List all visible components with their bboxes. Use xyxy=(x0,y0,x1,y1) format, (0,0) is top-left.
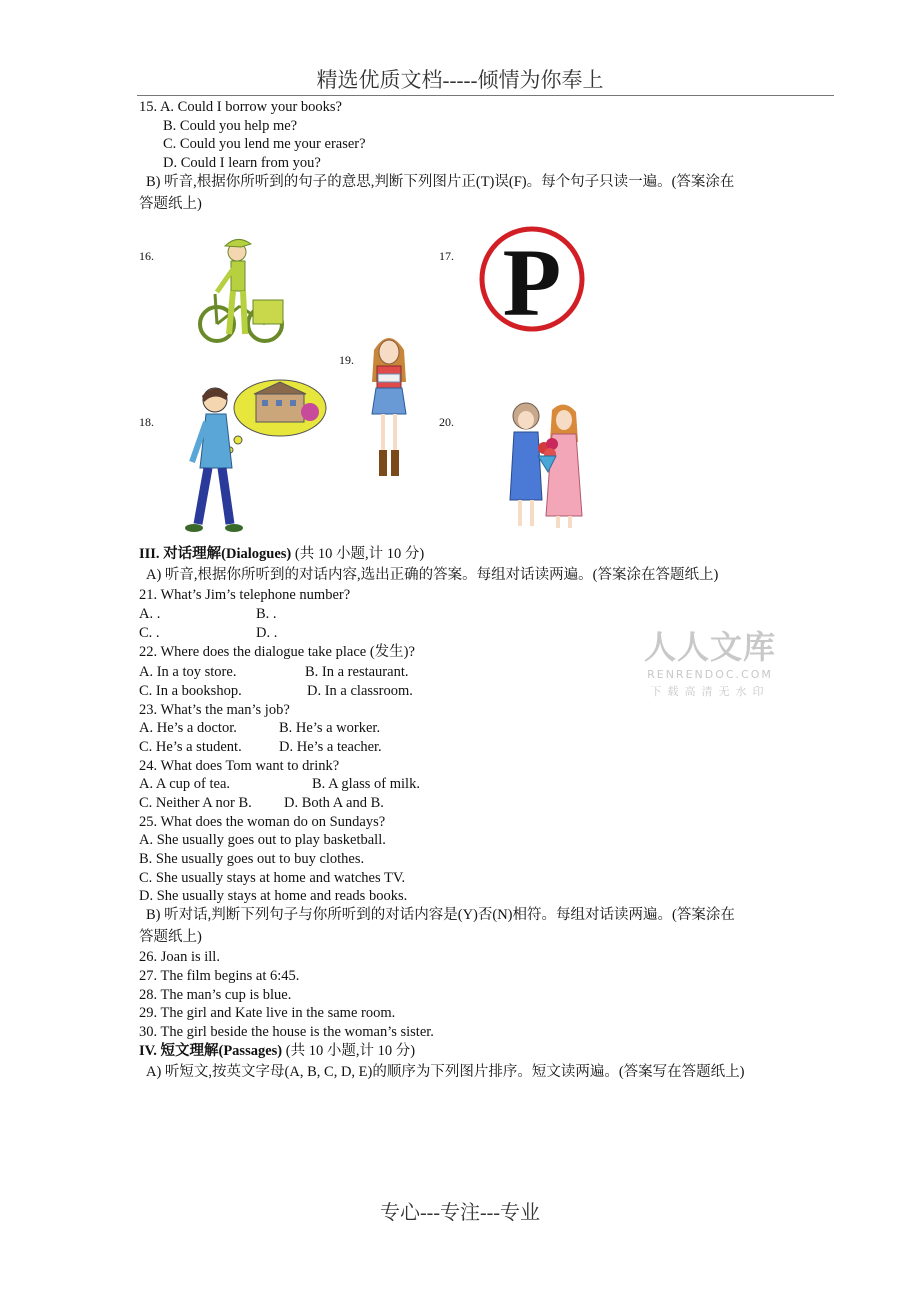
watermark-url: RENRENDOC.COM xyxy=(647,668,773,681)
boy-thinking-illustration xyxy=(178,378,330,534)
two-women-flowers-illustration xyxy=(506,400,584,534)
q24-option-a: A. A cup of tea. xyxy=(139,776,231,792)
picture-number: 20. xyxy=(439,415,454,429)
q21-option-c: C. . xyxy=(139,625,160,641)
picture-number: 17. xyxy=(439,249,454,263)
watermark-subtitle: 下载高清无水印 xyxy=(650,685,770,698)
q21-option-b: B. . xyxy=(256,606,277,622)
section3-heading xyxy=(139,545,424,563)
picture-number: 16. xyxy=(139,249,154,263)
q15-option-a: 15. A. Could I borrow your books? xyxy=(139,99,342,115)
parking-sign-illustration xyxy=(478,225,586,333)
q24-option-c: C. Neither A nor B. xyxy=(139,795,252,811)
q24-option-b: B. A glass of milk. xyxy=(312,776,420,792)
q25-option-c: C. She usually stays at home and watches TV. xyxy=(139,870,406,886)
q22-option-b: B. In a restaurant. xyxy=(305,664,409,680)
q22-question: 22. Where does the dialogue take place (发生)? xyxy=(139,644,415,660)
q15-option-b: B. Could you help me? xyxy=(163,118,298,134)
watermark xyxy=(640,622,780,699)
statement-item: 27. The film begins at 6:45. xyxy=(139,968,300,984)
section3-roman: III. xyxy=(139,546,160,562)
partb-pictures-instruction: B) 听音,根据你所听到的句子的意思,判断下列图片正(T)误(F)。每个句子只读一遍。(答案涂在 xyxy=(146,174,735,190)
q25-question: 25. What does the woman do on Sundays? xyxy=(139,814,386,830)
q23-option-a: A. He’s a doctor. xyxy=(139,720,237,736)
q15-option-c: C. Could you lend me your eraser? xyxy=(163,136,366,152)
boy-bicycle-illustration xyxy=(195,234,290,344)
section4-title: 短文理解(Passages) xyxy=(156,1043,283,1059)
q24-question: 24. What does Tom want to drink? xyxy=(139,758,340,774)
q23-option-c: C. He’s a student. xyxy=(139,739,242,755)
q24-option-d: D. Both A and B. xyxy=(284,795,384,811)
statement-item: 29. The girl and Kate live in the same room. xyxy=(139,1005,396,1021)
q15-option-d: D. Could I learn from you? xyxy=(163,155,321,171)
q21-option-a: A. . xyxy=(139,606,161,622)
section4-roman: IV. xyxy=(139,1043,157,1059)
section4-count: (共 10 小题,计 10 分) xyxy=(282,1043,416,1059)
q23-question: 23. What’s the man’s job? xyxy=(139,702,290,718)
header-divider xyxy=(137,95,834,96)
q23-option-d: D. He’s a teacher. xyxy=(279,739,382,755)
statement-item: 28. The man’s cup is blue. xyxy=(139,987,292,1003)
q21-question: 21. What’s Jim’s telephone number? xyxy=(139,587,351,603)
q22-option-d: D. In a classroom. xyxy=(307,683,413,699)
girl-standing-illustration xyxy=(364,330,414,480)
partb-dialogue-instruction: B) 听对话,判断下列句子与你所听到的对话内容是(Y)否(N)相符。每组对话读两遍。(答案涂在 xyxy=(146,907,735,923)
section4-heading xyxy=(139,1042,415,1060)
page-footer: 专心---专注---专业 xyxy=(380,1202,540,1224)
q25-option-a: A. She usually goes out to play basketball. xyxy=(139,832,386,848)
section3-instruction-a: A) 听音,根据你所听到的对话内容,选出正确的答案。每组对话读两遍。(答案涂在答题纸上) xyxy=(146,567,719,583)
partb-dialogue-instruction-cont: 答题纸上) xyxy=(139,929,202,945)
statement-item: 26. Joan is ill. xyxy=(139,949,220,965)
picture-number: 19. xyxy=(339,353,354,367)
picture-number: 18. xyxy=(139,415,154,429)
q21-option-d: D. . xyxy=(256,625,278,641)
watermark-title: 人人文库 xyxy=(643,628,776,666)
q25-option-b: B. She usually goes out to buy clothes. xyxy=(139,851,365,867)
section4-instruction-a: A) 听短文,按英文字母(A, B, C, D, E)的顺序为下列图片排序。短文读两遍。(答案写在答题纸上) xyxy=(146,1064,745,1080)
section3-title: 对话理解(Dialogues) xyxy=(159,546,292,562)
page-header: 精选优质文档-----倾情为你奉上 xyxy=(316,68,604,92)
parking-sign-letter: P xyxy=(502,229,562,333)
section3-count: (共 10 小题,计 10 分) xyxy=(291,546,425,562)
statement-item: 30. The girl beside the house is the woman’s sister. xyxy=(139,1024,434,1040)
partb-pictures-instruction-cont: 答题纸上) xyxy=(139,196,202,212)
q23-option-b: B. He’s a worker. xyxy=(279,720,381,736)
q22-option-c: C. In a bookshop. xyxy=(139,683,242,699)
q25-option-d: D. She usually stays at home and reads books. xyxy=(139,888,408,904)
q22-option-a: A. In a toy store. xyxy=(139,664,237,680)
